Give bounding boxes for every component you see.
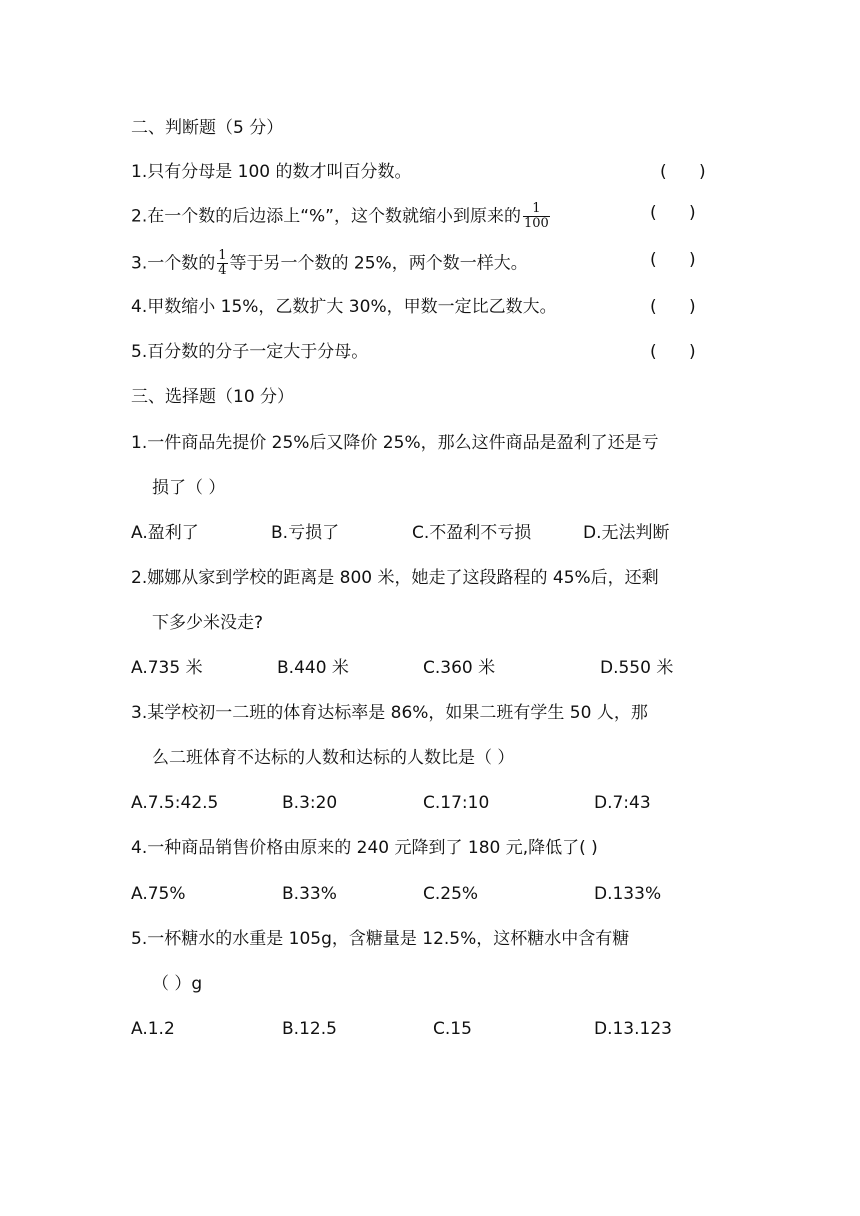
judge-item-1-answer-blank: ( ): [660, 162, 706, 182]
judge-item-5: 5.百分数的分子一定大于分母。: [131, 342, 369, 362]
choice-q2-option-c: C.360 米: [423, 658, 496, 678]
choice-q3-option-a: A.7.5:42.5: [131, 793, 219, 813]
choice-q5-option-d: D.13.123: [594, 1019, 672, 1039]
judge-item-5-answer-blank: ( ): [650, 342, 696, 362]
choice-q4-line1: 4.一种商品销售价格由原来的 240 元降到了 180 元,降低了( ): [131, 838, 598, 858]
choice-q1-option-b: B.亏损了: [271, 523, 340, 543]
judge-item-2: [131, 202, 552, 231]
section2-title: 二、判断题（5 分）: [131, 118, 284, 138]
choice-q3-option-b: B.3:20: [282, 793, 338, 813]
judge-item-3-text-post: 等于另一个数的 25%，两个数一样大。: [229, 253, 528, 274]
choice-q1-line2: 损了（ ）: [152, 478, 226, 498]
choice-q2-line1: 2.娜娜从家到学校的距离是 800 米，她走了这段路程的 45%后，还剩: [131, 568, 659, 588]
choice-q1-option-a: A.盈利了: [131, 523, 199, 543]
judge-item-3-answer-blank: ( ): [650, 250, 696, 270]
choice-q1-option-c: C.不盈利不亏损: [412, 523, 532, 543]
choice-q4-option-a: A.75%: [131, 884, 186, 904]
section3-title: 三、选择题（10 分）: [131, 387, 295, 407]
choice-q3-option-d: D.7:43: [594, 793, 651, 813]
choice-q1-line1: 1.一件商品先提价 25%后又降价 25%，那么这件商品是盈利了还是亏: [131, 433, 659, 453]
judge-item-4-answer-blank: ( ): [650, 297, 696, 317]
judge-item-4: 4.甲数缩小 15%，乙数扩大 30%，甲数一定比乙数大。: [131, 297, 557, 317]
judge-item-3-text-pre: 3.一个数的: [131, 253, 216, 274]
fraction-1-over-100: $\frac{1}{100}$: [524, 201, 549, 231]
choice-q2-option-d: D.550 米: [600, 658, 674, 678]
choice-q5-option-c: C.15: [433, 1019, 472, 1039]
choice-q2-option-a: A.735 米: [131, 658, 203, 678]
choice-q5-option-a: A.1.2: [131, 1019, 175, 1039]
choice-q3-line2: 么二班体育不达标的人数和达标的人数比是（ ）: [152, 748, 515, 768]
judge-item-2-answer-blank: ( ): [650, 203, 696, 223]
choice-q3-line1: 3.某学校初一二班的体育达标率是 86%，如果二班有学生 50 人，那: [131, 703, 648, 723]
choice-q4-option-c: C.25%: [423, 884, 479, 904]
choice-q5-option-b: B.12.5: [282, 1019, 337, 1039]
judge-item-2-text: 2.在一个数的后边添上“%”，这个数就缩小到原来的: [131, 206, 521, 227]
judge-item-3: [131, 249, 528, 278]
choice-q5-line2: （ ）g: [152, 974, 203, 994]
choice-q1-option-d: D.无法判断: [583, 523, 670, 543]
judge-item-1: 1.只有分母是 100 的数才叫百分数。: [131, 162, 412, 182]
choice-q4-option-b: B.33%: [282, 884, 337, 904]
choice-q5-line1: 5.一杯糖水的水重是 105g，含糖量是 12.5%，这杯糖水中含有糖: [131, 929, 630, 949]
choice-q4-option-d: D.133%: [594, 884, 662, 904]
choice-q3-option-c: C.17:10: [423, 793, 490, 813]
choice-q2-line2: 下多少米没走?: [152, 613, 264, 633]
fraction-1-over-4: $\frac{1}{4}$: [218, 248, 227, 278]
choice-q2-option-b: B.440 米: [277, 658, 349, 678]
